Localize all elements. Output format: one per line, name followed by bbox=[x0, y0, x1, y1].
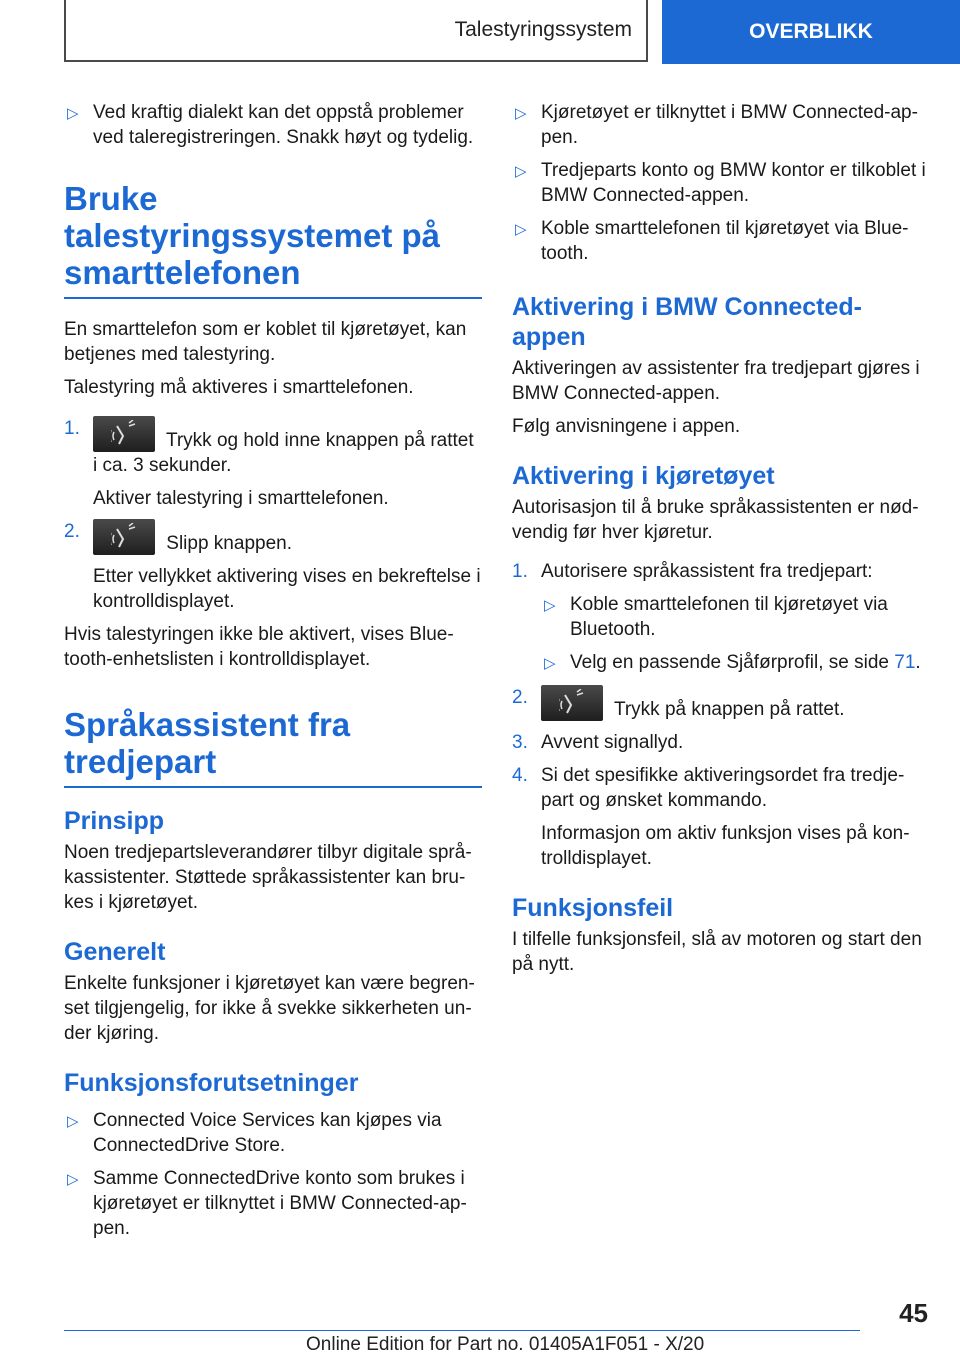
step-2 bbox=[512, 685, 928, 722]
step-number: 2. bbox=[512, 687, 528, 708]
subheading-app-activation: Aktivering i BMW Connected-appen bbox=[512, 293, 863, 351]
subheading-forutsetninger: Funksjonsforutsetninger bbox=[64, 1069, 359, 1097]
step-text: Trykk og hold inne knappen på rattet i ca. 3 sekunder. bbox=[93, 430, 474, 476]
list-item bbox=[512, 592, 928, 642]
list-item bbox=[512, 650, 928, 675]
step-number: 4. bbox=[512, 765, 528, 786]
step-2 bbox=[64, 519, 482, 556]
bullet-text: Koble smarttelefonen til kjøretøyet via Bluetooth. bbox=[541, 218, 909, 264]
section-heading-smartphone: Bruke talestyringssystemet på smarttelefonen bbox=[64, 180, 482, 299]
voice-button-icon bbox=[541, 685, 603, 721]
list-item bbox=[64, 1166, 482, 1241]
list-item bbox=[64, 100, 482, 150]
paragraph: Noen tredjepartsleverandører tilbyr digitale språkassistenter. Støttede språkassistenter kan brukes i kjøretøyet. bbox=[64, 842, 472, 913]
left-column bbox=[64, 100, 482, 1249]
bullet-triangle-icon: ▷ bbox=[544, 597, 556, 614]
step-1 bbox=[64, 416, 482, 478]
bullet-triangle-icon: ▷ bbox=[544, 655, 556, 672]
paragraph: En smarttelefon som er koblet til kjøretøyet, kan betjenes med talestyring. bbox=[64, 319, 467, 365]
bullet-triangle-icon: ▷ bbox=[67, 1171, 79, 1188]
bullet-triangle-icon: ▷ bbox=[515, 105, 527, 122]
page-number: 45 bbox=[899, 1298, 928, 1328]
bullet-text: Kjøretøyet er tilknyttet i BMW Connected-appen. bbox=[541, 102, 918, 148]
step-subtext: Aktiver talestyring i smarttelefonen. bbox=[93, 488, 389, 509]
paragraph: I tilfelle funksjonsfeil, slå av motoren og start den på nytt. bbox=[512, 929, 922, 975]
subheading-vehicle-activation: Aktivering i kjøretøyet bbox=[512, 462, 775, 490]
bullet-triangle-icon: ▷ bbox=[67, 105, 79, 122]
step-text: Si det spesifikke aktiveringsordet fra tredjepart og ønsket kommando. bbox=[541, 765, 905, 811]
step-3 bbox=[512, 730, 928, 755]
list-item bbox=[64, 1108, 482, 1158]
step-subtext: Etter vellykket aktivering vises en bekreftelse i kontrolldisplayet. bbox=[93, 566, 481, 612]
voice-button-icon bbox=[93, 519, 155, 555]
subheading-generelt: Generelt bbox=[64, 938, 166, 966]
step-text: Trykk på knappen på rattet. bbox=[613, 699, 845, 720]
bullet-text: Tredjeparts konto og BMW kontor er tilkoblet i BMW Connected-appen. bbox=[541, 160, 926, 206]
list-item bbox=[512, 158, 928, 208]
bullet-text: Connected Voice Services kan kjøpes via ConnectedDrive Store. bbox=[93, 1110, 442, 1156]
step-text: Avvent signallyd. bbox=[541, 732, 684, 753]
bullet-text: Ved kraftig dialekt kan det oppstå problemer ved taleregistreringen. Snakk høyt og tydelig. bbox=[93, 102, 474, 148]
bullet-triangle-icon: ▷ bbox=[515, 163, 527, 180]
step-number: 2. bbox=[64, 521, 80, 542]
step-text: Autorisere språkassistent fra tredjepart: bbox=[541, 561, 873, 582]
paragraph: Aktiveringen av assistenter fra tredjepart gjøres i BMW Connected-appen. bbox=[512, 358, 920, 404]
step-number: 1. bbox=[64, 418, 80, 439]
paragraph: Hvis talestyringen ikke ble aktivert, vises Bluetooth-enhetslisten i kontrolldisplayet. bbox=[64, 624, 454, 670]
footer-edition: Online Edition for Part no. 01405A1F051 - X/20 bbox=[306, 1334, 705, 1355]
bullet-text-end: . bbox=[915, 652, 921, 673]
paragraph: Følg anvisningene i appen. bbox=[512, 416, 741, 437]
right-column bbox=[512, 100, 928, 985]
step-1 bbox=[512, 559, 928, 584]
bullet-triangle-icon: ▷ bbox=[67, 1113, 79, 1130]
list-item bbox=[512, 100, 928, 150]
page-reference-link[interactable]: 71 bbox=[894, 652, 916, 673]
header-section-box bbox=[64, 0, 648, 62]
list-item bbox=[512, 216, 928, 266]
bullet-text: Velg en passende Sjåførprofil, se side bbox=[570, 652, 895, 673]
subheading-prinsipp: Prinsipp bbox=[64, 807, 165, 835]
footer-divider bbox=[64, 1330, 860, 1331]
voice-button-icon bbox=[93, 416, 155, 452]
step-number: 1. bbox=[512, 561, 528, 582]
bullet-text: Samme ConnectedDrive konto som brukes i kjøretøyet er tilknyttet i BMW Connected-appen. bbox=[93, 1168, 467, 1239]
paragraph: Enkelte funksjoner i kjøretøyet kan være begrenset tilgjengelig, for ikke å svekke sikkerheten under kjøring. bbox=[64, 973, 475, 1044]
header-tab-overblikk[interactable] bbox=[662, 0, 960, 64]
step-number: 3. bbox=[512, 732, 528, 753]
bullet-text: Koble smarttelefonen til kjøretøyet via Bluetooth. bbox=[570, 594, 888, 640]
paragraph: Talestyring må aktiveres i smarttelefonen. bbox=[64, 377, 414, 398]
step-text: Slipp knappen. bbox=[166, 533, 292, 554]
step-4 bbox=[512, 763, 928, 813]
header-tab-label: OVERBLIKK bbox=[749, 20, 873, 43]
section-heading-assistant: Språkassistent fra tredjepart bbox=[64, 706, 482, 788]
header-section-title: Talestyringssystem bbox=[454, 18, 632, 41]
subheading-funksjonsfeil: Funksjonsfeil bbox=[512, 894, 674, 922]
bullet-triangle-icon: ▷ bbox=[515, 221, 527, 238]
step-subtext: Informasjon om aktiv funksjon vises på kontrolldisplayet. bbox=[541, 823, 910, 869]
paragraph: Autorisasjon til å bruke språkassistenten er nødvendig før hver kjøretur. bbox=[512, 497, 919, 543]
